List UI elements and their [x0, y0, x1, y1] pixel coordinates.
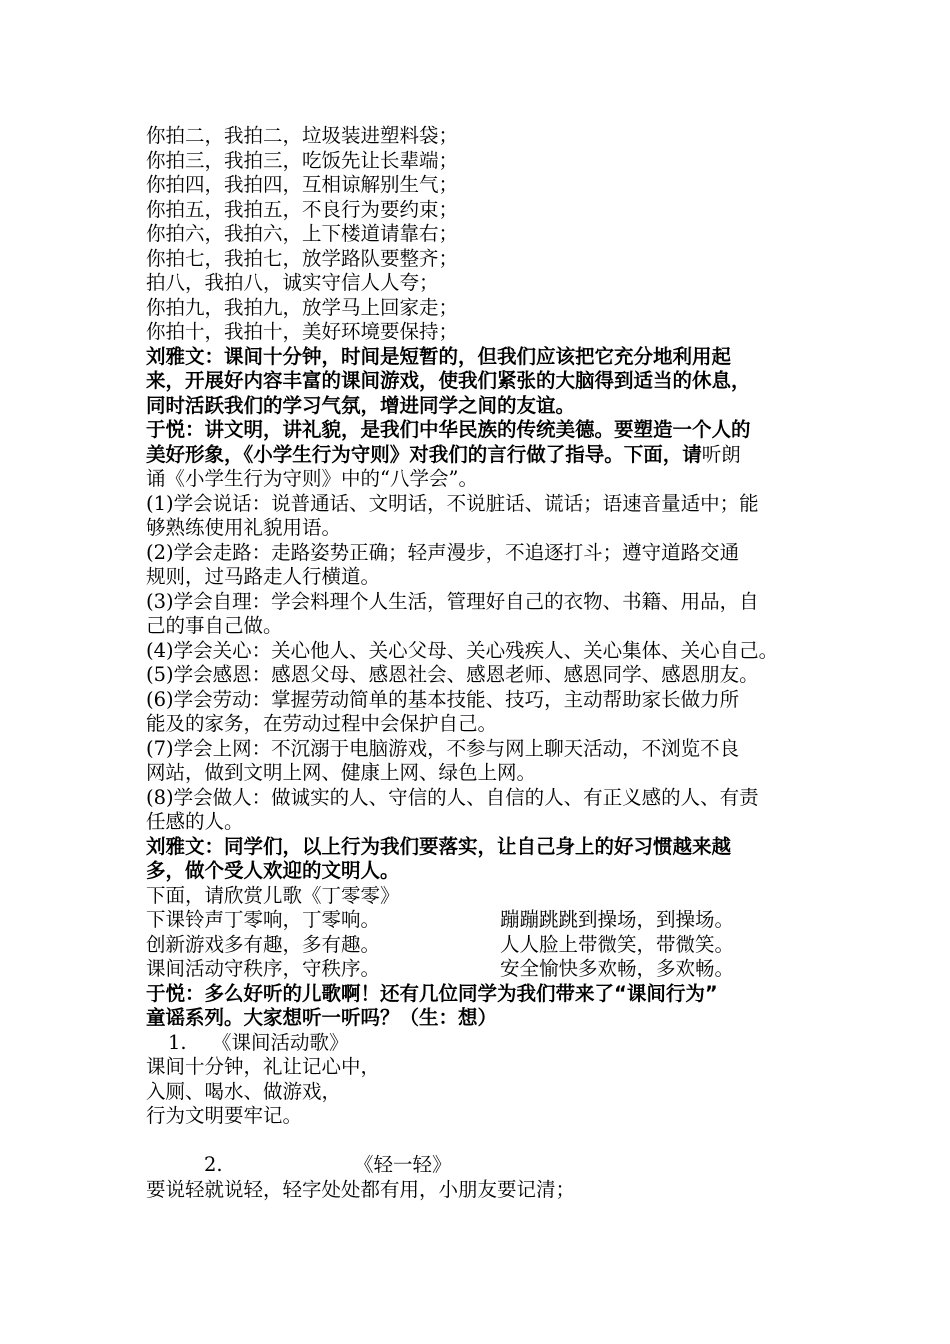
item-2-body [146, 1178, 826, 1203]
song-intro: 下面，请欣赏儿歌《丁零零》 [146, 883, 400, 907]
rule-line: 够熟练使用礼貌用语。 [146, 516, 342, 539]
speech-bold-part: 美好形象，《小学生行为守则》对我们的言行做了指导。下面，请 [146, 442, 702, 466]
blank-line [146, 1129, 826, 1154]
speech-line: 于悦：讲文明，讲礼貌，是我们中华民族的传统美德。要塑造一个人的 [146, 418, 751, 441]
rule-line: (2)学会走路：走路姿势正确；轻声漫步，不追逐打斗；遵守道路交通 [146, 540, 740, 564]
liu-yawen-speech-2 [146, 835, 826, 884]
song-left: 创新游戏多有趣，多有趣。 [146, 932, 381, 956]
song-row [146, 933, 826, 958]
rhyme-line: 你拍二，我拍二，垃圾装进塑料袋； [146, 124, 459, 147]
item-1-body [146, 1055, 826, 1129]
rule-line: 能及的家务，在劳动过程中会保护自己。 [146, 712, 498, 735]
poem-line: 入厕、喝水、做游戏， [146, 1079, 342, 1103]
item-1-title [146, 1031, 826, 1056]
rule-line: (8)学会做人：做诚实的人、守信的人、自信的人、有正义感的人、有责 [146, 785, 759, 809]
poem-line: 行为文明要牢记。 [146, 1104, 303, 1127]
rhyme-line: 你拍五，我拍五，不良行为要约束； [146, 197, 459, 221]
song-row [146, 957, 826, 982]
rhyme-line: 你拍四，我拍四，互相谅解别生气； [146, 173, 459, 196]
rhyme-line: 你拍六，我拍六，上下楼道请靠右； [146, 222, 459, 245]
poem-line: 要说轻就说轻，轻字处处都有用，小朋友要记清； [146, 1177, 576, 1201]
rhyme-line: 你拍七，我拍七，放学路队要整齐； [146, 246, 459, 270]
rule-line: 规则，过马路走人行横道。 [146, 565, 381, 588]
speech-line: 诵《小学生行为守则》中的“八学会”。 [146, 467, 478, 490]
rule-line: (7)学会上网：不沉溺于电脑游戏，不参与网上聊天活动，不浏览不良 [146, 736, 740, 760]
song-left: 下课铃声丁零响，丁零响。 [146, 908, 381, 931]
poem-line: 课间十分钟，礼让记心中， [146, 1055, 381, 1078]
song-row [146, 908, 826, 933]
song-right: 安全愉快多欢畅，多欢畅。 [500, 957, 735, 980]
rule-line: (4)学会关心：关心他人、关心父母、关心残疾人、关心集体、关心自己。 [146, 638, 779, 662]
speech-line: 刘雅文：课间十分钟，时间是短暂的，但我们应该把它充分地利用起 [146, 344, 732, 368]
speech-line: 童谣系列。大家想听一听吗？（生：想） [146, 1006, 498, 1029]
item-number: 1. [168, 1030, 187, 1054]
song-right: 人人脸上带微笑，带微笑。 [500, 932, 735, 956]
eight-rules [146, 492, 826, 835]
rhyme-line: 你拍十，我拍十，美好环境要保持； [146, 320, 459, 343]
rule-line: 己的事自己做。 [146, 614, 283, 637]
rhyme-line: 你拍三，我拍三，吃饭先让长辈端； [146, 148, 459, 172]
item-title-text: 《轻一轻》 [354, 1153, 452, 1176]
speech-normal-part: 听朗 [701, 442, 741, 466]
speech-line: 刘雅文：同学们，以上行为我们要落实，让自己身上的好习惯越来越 [146, 834, 732, 858]
yu-yue-speech-2 [146, 982, 826, 1031]
item-2-title [146, 1153, 826, 1178]
speech-line: 同时活跃我们的学习气氛，增进同学之间的友谊。 [146, 393, 576, 417]
speech-line [146, 443, 826, 468]
rule-line: 网站，做到文明上网、健康上网、绿色上网。 [146, 761, 537, 784]
yu-yue-speech-1 [146, 418, 826, 492]
item-title-text: 《课间活动歌》 [212, 1030, 349, 1054]
rule-line: 任感的人。 [146, 810, 244, 833]
song-left: 课间活动守秩序，守秩序。 [146, 957, 381, 980]
pai-rhyme [146, 124, 826, 345]
item-number: 2. [204, 1153, 223, 1176]
speech-line: 于悦：多么好听的儿歌啊！还有几位同学为我们带来了“课间行为” [146, 981, 718, 1005]
rhyme-line: 拍八，我拍八，诚实守信人人夸； [146, 271, 439, 294]
rule-line: (5)学会感恩：感恩父母、感恩社会、感恩老师、感恩同学、感恩朋友。 [146, 663, 759, 686]
song-right: 蹦蹦跳跳到操场，到操场。 [500, 908, 735, 931]
rule-line: (6)学会劳动：掌握劳动简单的基本技能、技巧，主动帮助家长做力所 [146, 687, 740, 711]
speech-line: 来，开展好内容丰富的课间游戏，使我们紧张的大脑得到适当的休息， [146, 369, 751, 392]
document-page [146, 124, 826, 1202]
rule-line: (3)学会自理：学会料理个人生活，管理好自己的衣物、书籍、用品，自 [146, 589, 759, 613]
rhyme-line: 你拍九，我拍九，放学马上回家走； [146, 295, 459, 319]
song-dinglingling [146, 908, 826, 982]
speech-line: 多，做个受人欢迎的文明人。 [146, 859, 400, 882]
rule-line: (1)学会说话：说普通话、文明话，不说脏话、谎话；语速音量适中；能 [146, 491, 759, 515]
liu-yawen-speech-1 [146, 345, 826, 419]
